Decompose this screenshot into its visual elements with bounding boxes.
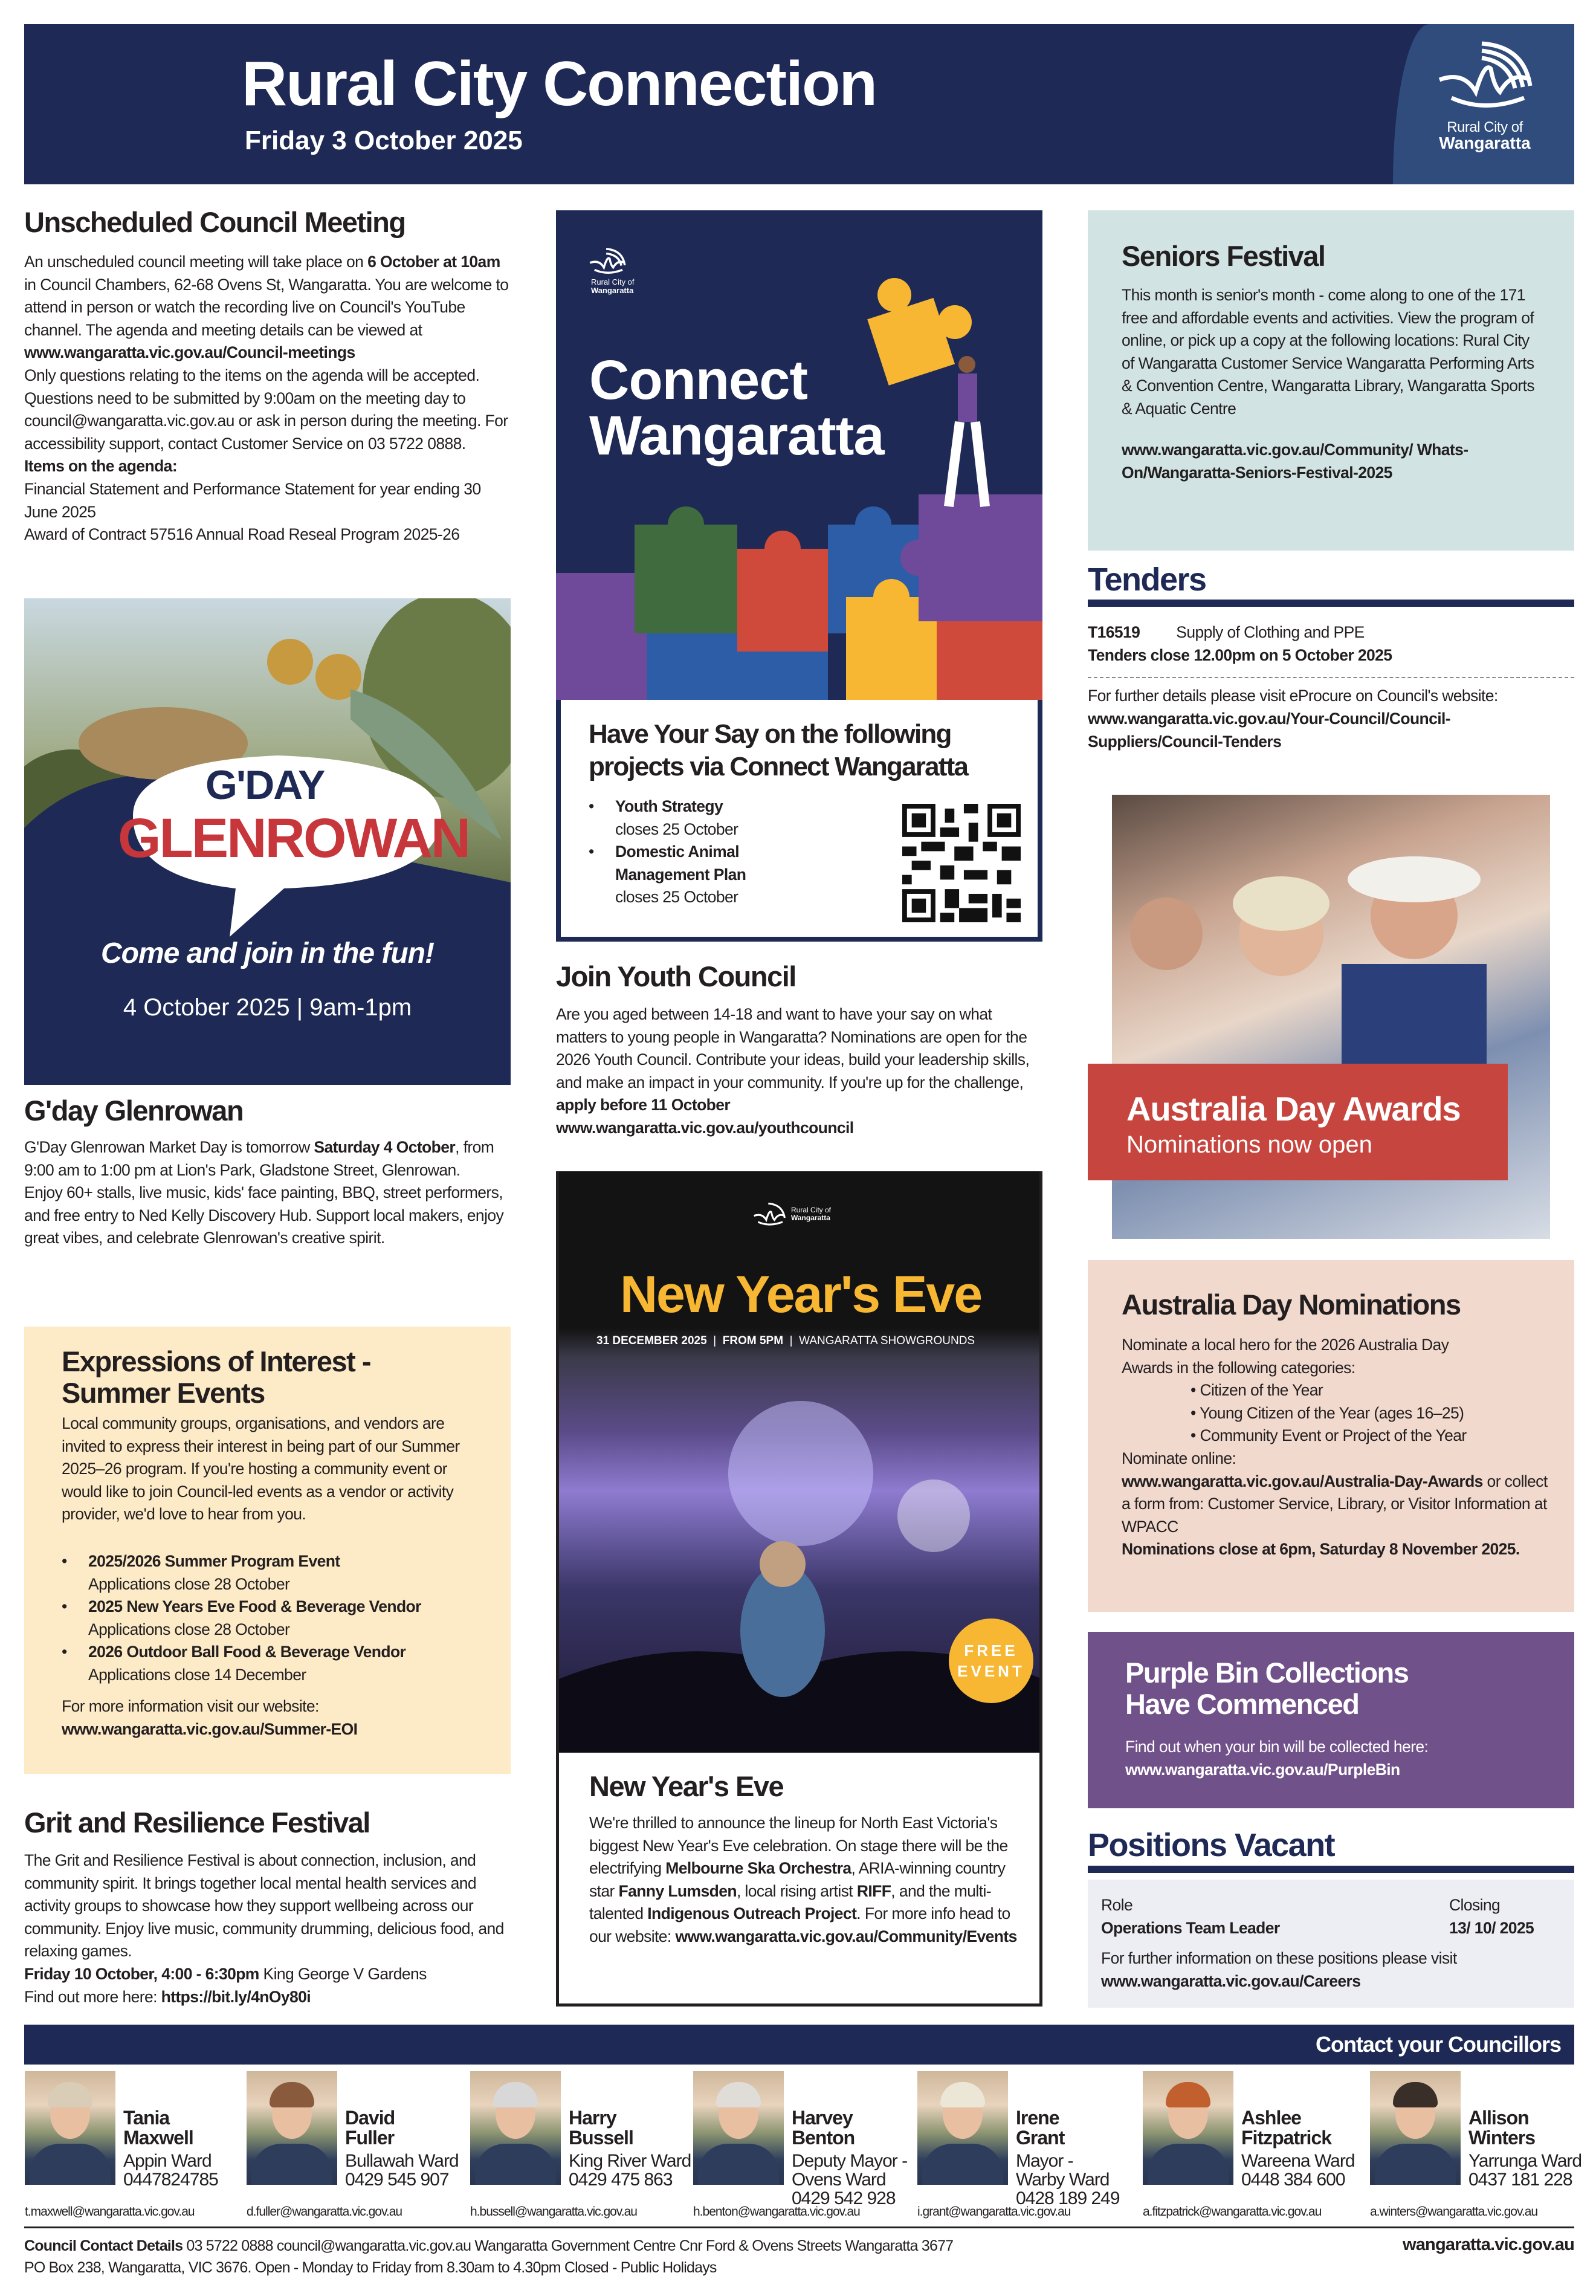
councillor-phone[interactable]: 0447824785 [123,2170,218,2190]
councillor-details [1241,2108,1355,2189]
text: Find out more here: [24,1987,161,2006]
category-label: Citizen of the Year [1200,1381,1323,1399]
councillor-phone[interactable]: 0437 181 228 [1468,2170,1572,2190]
person-figure [949,356,985,506]
councillor-details [345,2108,459,2189]
grit-heading: Grit and Resilience Festival [24,1806,370,1838]
tender-close: Tenders close 12.00pm on 5 October 2025 [1088,645,1392,664]
text: . For more info head to our website: [589,1904,1010,1945]
councillor-first-name: Harvey [792,2107,853,2129]
positions-panel [1088,1880,1574,2008]
bold-text: www.wangaratta.vic.gov.au/Council-meetings [24,343,355,362]
tender-item [1088,621,1574,667]
text: Enjoy 60+ stalls, live music, kids' face painting, BBQ, street performers, and free entry to Ned Kelly Discovery Hub. Support local makers, enjoy great vibes, and celebrate Glenrowan's creative spirit. [24,1183,504,1247]
footer-rule [24,2226,1574,2228]
seniors-body: This month is senior's month - come along to one of the 171 free and affordable events and activities. View the program of online, or pick up a copy at the following locations: Rural City of Wangaratta Customer Service Wangaratta Performing Arts & Convention Centre, Wangaratta Library, Wangaratta Sports & Aquatic Centre [1122,286,1535,418]
councillor-first-name: Allison [1468,2107,1529,2129]
councillor-ward: Bullawah Ward [345,2151,459,2171]
glenrowan-body [24,1136,514,1250]
masthead [24,24,1574,184]
councillor-phone[interactable]: 0428 189 249 [1016,2188,1120,2208]
councillor-details [1468,2108,1581,2189]
bold-text: 6 October at 10am [367,253,500,271]
councillor-ward: King River Ward [569,2151,691,2171]
positions-info: For further information on these positions please visit [1101,1949,1457,1967]
nye-time: FROM 5PM [722,1334,784,1347]
project-closes: closes 25 October [615,820,738,838]
nye-poster [559,1171,1042,1753]
text: in Council Chambers, 62-68 Ovens St, Wangaratta. You are welcome to attend in person or watch the recording live on Council's YouTube channel. The agenda and meeting details can be viewed at [24,275,509,339]
eoi-more: For more information visit our website: [62,1697,319,1715]
councillor-email[interactable]: d.fuller@wangaratta.vic.gov.au [247,2205,402,2219]
eoi-heading-line2: Summer Events [62,1376,265,1409]
councillor-phone[interactable]: 0429 542 928 [792,2188,896,2208]
eoi-panel [24,1327,511,1774]
bold-text: RIFF [856,1881,891,1900]
new-years-eve-panel [556,1171,1042,2007]
eoi-item-note: Applications close 28 October [88,1574,290,1593]
text: Financial Statement and Performance Statement for year ending 30 June 2025 [24,479,481,521]
footer-contact-line1: 03 5722 0888 council@wangaratta.vic.gov.au Wangaratta Government Centre Cnr Ford & Ovens Streets Wangaratta 3677 [183,2237,954,2254]
poster-logo-line1: Rural City of [791,1206,832,1214]
councillor-last-name: Maxwell [123,2127,193,2149]
text: G'Day Glenrowan Market Day is tomorrow [24,1138,314,1156]
eoi-item-note: Applications close 14 December [88,1665,306,1684]
youth-council-body [556,1003,1045,1140]
text: Award of Contract 57516 Annual Road Reseal Program 2025-26 [24,525,460,544]
text: , ARIA-winning country star [589,1859,1006,1900]
poster-logo [791,1206,831,1222]
badge-line2: EVENT [957,1662,1025,1680]
eoi-item [62,1641,503,1686]
councillor-email[interactable]: h.bussell@wangaratta.vic.gov.au [470,2205,637,2219]
nominations-close: Nominations close at 6pm, Saturday 8 November 2025. [1122,1540,1520,1559]
issue-date: Friday 3 October 2025 [245,126,523,155]
closing-date: 13/ 10/ 2025 [1449,1918,1534,1937]
nominations-online [1122,1447,1557,1561]
nye-date: 31 DECEMBER 2025 [596,1334,707,1347]
tenders-rule [1088,600,1574,607]
councillor-ward: Yarrunga Ward [1468,2151,1582,2171]
logo-line1: Rural City of [1447,119,1523,135]
councillor-photo [470,2071,561,2185]
tenders-heading: Tenders [1088,561,1206,598]
councillor-photo [693,2071,784,2185]
purple-bin-panel [1088,1632,1574,1808]
role-column [1101,1894,1280,1939]
councillor-ward: Warby Ward [1016,2170,1110,2190]
seniors-festival-panel [1088,210,1574,551]
have-your-say-panel [561,700,1038,937]
text: , and the multi-talented [589,1881,991,1923]
bold-text: apply before 11 October [556,1096,731,1114]
category-item: • Citizen of the Year [1191,1381,1323,1399]
councillor-photo [25,2071,115,2185]
nye-poster-title: New Year's Eve [619,1266,982,1324]
project-title: Domestic Animal Management Plan [615,842,746,884]
purple-heading-line2: Have Commenced [1125,1687,1359,1720]
councillor-email[interactable]: t.maxwell@wangaratta.vic.gov.au [25,2205,195,2219]
bold-text: Friday 10 October, 4:00 - 6:30pm [24,1964,259,1983]
councillor-first-name: Ashlee [1241,2107,1301,2129]
councillor-first-name: Tania [123,2107,170,2129]
category-label: Community Event or Project of the Year [1200,1426,1467,1445]
councillors-heading: Contact your Councillors [1315,2032,1561,2057]
role-label: Role [1101,1896,1133,1914]
poster-when: 4 October 2025 | 9am-1pm [123,994,412,1021]
lyrebird-icon [1433,37,1536,116]
nominations-link[interactable]: www.wangaratta.vic.gov.au/Australia-Day-Awards [1122,1472,1483,1490]
role-title: Operations Team Leader [1101,1918,1280,1937]
council-logo [1424,37,1545,153]
councillor-ward: Deputy Mayor - [792,2151,908,2171]
councillor-email[interactable]: i.grant@wangaratta.vic.gov.au [917,2205,1071,2219]
australia-day-nominations-panel [1088,1260,1574,1612]
nye-poster-details: 31 DECEMBER 2025 | FROM 5PM | WANGARATTA SHOWGROUNDS [596,1334,975,1347]
text: An unscheduled council meeting will take place on [24,253,368,271]
categories-list [1191,1379,1467,1447]
have-your-say-heading: Have Your Say on the following projects via Connect Wangaratta [589,719,968,781]
councillor-email[interactable]: a.fitzpatrick@wangaratta.vic.gov.au [1143,2205,1322,2219]
seniors-link[interactable]: www.wangaratta.vic.gov.au/Community/ Whats-On/Wangaratta-Seniors-Festival-2025 [1122,441,1468,482]
councillor-phone[interactable]: 0429 545 907 [345,2170,449,2190]
awards-subtitle: Nominations now open [1126,1131,1372,1158]
glenrowan-heading: G'day Glenrowan [24,1095,244,1127]
eoi-item-title: 2025 New Years Eve Food & Beverage Vendor [88,1597,421,1616]
councillor-photo [917,2071,1008,2185]
councillor-ward: Mayor - [1016,2151,1073,2171]
councillor-email[interactable]: h.benton@wangaratta.vic.gov.au [693,2205,860,2219]
project-closes: closes 25 October [615,888,738,907]
text: , from 9:00 am to 1:00 pm at Lion's Park, Gladstone Street, Glenrowan. [24,1138,494,1179]
councillor-last-name: Winters [1468,2127,1536,2149]
connect-wangaratta-poster [556,210,1042,942]
tenders-link[interactable]: www.wangaratta.vic.gov.au/Your-Council/Council-Suppliers/Council-Tenders [1088,710,1451,751]
free-event-badge [949,1619,1033,1703]
puzzle-pieces [556,278,1042,700]
councillor-last-name: Bussell [569,2127,633,2149]
logo-line2: Wangaratta [1439,134,1531,152]
councillor-first-name: Harry [569,2107,616,2129]
councillor-details [123,2108,218,2189]
councillor-email[interactable]: a.winters@wangaratta.vic.gov.au [1370,2205,1538,2219]
footer-contact-line2: PO Box 238, Wangaratta, VIC 3676. Open - Monday to Friday from 8.30am to 4.30pm Closed - Public Holidays [24,2259,717,2276]
footer-website-link[interactable]: wangaratta.vic.gov.au [1402,2235,1574,2254]
council-meeting-body [24,251,514,546]
text: Are you aged between 14-18 and want to have your say on what matters to young people in Wangaratta? Nominations are open for the 2026 Youth Council. Contribute your ideas, build your leadership skills, and make an impact in your community. If you're up for the challenge, [556,1005,1030,1091]
project-item [589,795,842,841]
careers-link[interactable]: www.wangaratta.vic.gov.au/Careers [1101,1972,1361,1990]
text: The Grit and Resilience Festival is about connection, inclusion, and community spirit. It brings together local mental health services and activity groups to showcase how they support wellbeing across our community. Enjoy live music, community drumming, delicious food, and relaxing games. [24,1851,504,1961]
councillor-phone[interactable]: 0448 384 600 [1241,2170,1345,2190]
closing-label: Closing [1449,1896,1501,1914]
purple-bin-link[interactable]: www.wangaratta.vic.gov.au/PurpleBin [1125,1761,1400,1779]
eoi-list [62,1550,503,1687]
eoi-item-note: Applications close 28 October [88,1620,290,1638]
youth-council-heading: Join Youth Council [556,960,796,992]
positions-rule [1088,1866,1574,1873]
newsletter-title: Rural City Connection [242,49,877,119]
councillor-last-name: Benton [792,2127,855,2149]
eoi-item-title: 2026 Outdoor Ball Food & Beverage Vendor [88,1643,406,1661]
eoi-item-title: 2025/2026 Summer Program Event [88,1552,340,1570]
purple-heading-line1: Purple Bin Collections [1125,1657,1409,1689]
bold-text: Items on the agenda: [24,457,178,476]
bold-text: Melbourne Ska Orchestra [665,1859,851,1878]
text: , local rising artist [736,1881,857,1900]
tender-code: T16519 [1088,623,1140,641]
councillor-photo [1143,2071,1233,2185]
poster-logo-line2: Wangaratta [591,286,634,295]
category-item: • Young Citizen of the Year (ages 16–25) [1191,1403,1464,1422]
grit-body [24,1849,514,2008]
lyrebird-icon [751,1201,787,1228]
category-label: Young Citizen of the Year (ages 16–25) [1199,1403,1464,1422]
councillor-last-name: Grant [1016,2127,1065,2149]
poster-title-line1: Connect [589,349,807,411]
purple-bin-text: Find out when your bin will be collected here: [1125,1738,1429,1756]
badge-line1: FREE [964,1641,1018,1660]
councillor-ward: Wareena Ward [1241,2151,1355,2171]
poster-title-glenrowan: GLENROWAN [118,807,470,869]
awards-title: Australia Day Awards [1126,1090,1461,1128]
footer-contact [24,2235,953,2278]
tenders-divider [1088,677,1574,678]
nominations-heading: Australia Day Nominations [1122,1289,1461,1321]
qr-code[interactable] [902,804,1021,922]
poster-title-line2: Wangaratta [589,405,884,467]
councillor-photo [247,2071,337,2185]
eoi-intro: Local community groups, organisations, and vendors are invited to express their interest in being part of our Summer 2025–26 program. If you're hosting a community event or would like to join Council-led events as a vendor or activity provider, we'd love to hear from you. [62,1414,460,1524]
councillor-details [1016,2108,1120,2208]
positions-vacant-heading: Positions Vacant [1088,1827,1335,1863]
online-label: Nominate online: [1122,1449,1236,1467]
australia-day-awards-banner [1088,1064,1508,1180]
poster-logo-line2: Wangaratta [791,1214,830,1222]
nye-venue: WANGARATTA SHOWGROUNDS [799,1334,975,1347]
council-meeting-heading: Unscheduled Council Meeting [24,206,405,238]
councillor-details [792,2108,907,2208]
footer-contact-label: Council Contact Details [24,2237,183,2254]
eoi-heading [62,1346,370,1408]
closing-column [1449,1894,1534,1939]
text: Only questions relating to the items on the agenda will be accepted. Questions need to be submitted by 9:00am on the meeting day to council@wangaratta.vic.gov.au or ask in person during the meeting. For accessibility support, contact Customer Service on 03 5722 0888. [24,366,508,453]
councillor-first-name: Irene [1016,2107,1059,2129]
poster-tagline: Come and join in the fun! [101,937,434,969]
poster-logo-line1: Rural City of [591,277,635,286]
seniors-heading: Seniors Festival [1122,240,1325,272]
nominations-intro: Nominate a local hero for the 2026 Australia Day Awards in the following categories: [1122,1336,1449,1377]
have-your-say-list [589,795,842,909]
councillor-details [569,2108,691,2189]
councillor-ward: Ovens Ward [792,2170,886,2190]
councillor-photo [1370,2071,1461,2185]
tender-description: Supply of Clothing and PPE [1176,623,1365,641]
bold-text: www.wangaratta.vic.gov.au/Community/Events [675,1927,1017,1945]
eoi-item [62,1550,503,1596]
eoi-heading-line1: Expressions of Interest - [62,1345,370,1377]
text: We're thrilled to announce the lineup for North East Victoria's biggest New Year's Eve celebration. On stage there will be the electrifying [589,1814,1008,1878]
eoi-item [62,1596,503,1641]
poster-title-gday: G'DAY [205,762,325,808]
councillor-phone[interactable]: 0429 475 863 [569,2170,673,2190]
councillors-bar [24,2025,1574,2065]
bold-text: https://bit.ly/4nOy80i [161,1987,311,2006]
bold-text: Indigenous Outreach Project [647,1904,857,1923]
councillor-last-name: Fitzpatrick [1241,2127,1332,2149]
eoi-link[interactable]: www.wangaratta.vic.gov.au/Summer-EOI [62,1720,358,1738]
councillor-last-name: Fuller [345,2127,395,2149]
glenrowan-poster [24,598,511,1085]
puzzle-illustration [556,210,1042,700]
collect-form-text: or collect a form from: Customer Service, Library, or Visitor Information at WPACC [1122,1472,1548,1536]
nye-body [589,1812,1024,1948]
councillor-first-name: David [345,2107,395,2129]
bold-text: Fanny Lumsden [618,1881,737,1900]
bold-text: Saturday 4 October [314,1138,456,1156]
purple-bin-heading [1125,1657,1408,1719]
project-title: Youth Strategy [615,797,723,815]
nye-heading: New Year's Eve [589,1770,784,1802]
text: King George V Gardens [259,1964,427,1983]
project-item [589,841,782,909]
councillor-ward: Appin Ward [123,2151,212,2171]
bold-text: www.wangaratta.vic.gov.au/youthcouncil [556,1118,854,1137]
tenders-further: For further details please visit eProcure on Council's website: [1088,687,1498,705]
category-item: • Community Event or Project of the Year [1191,1426,1467,1445]
